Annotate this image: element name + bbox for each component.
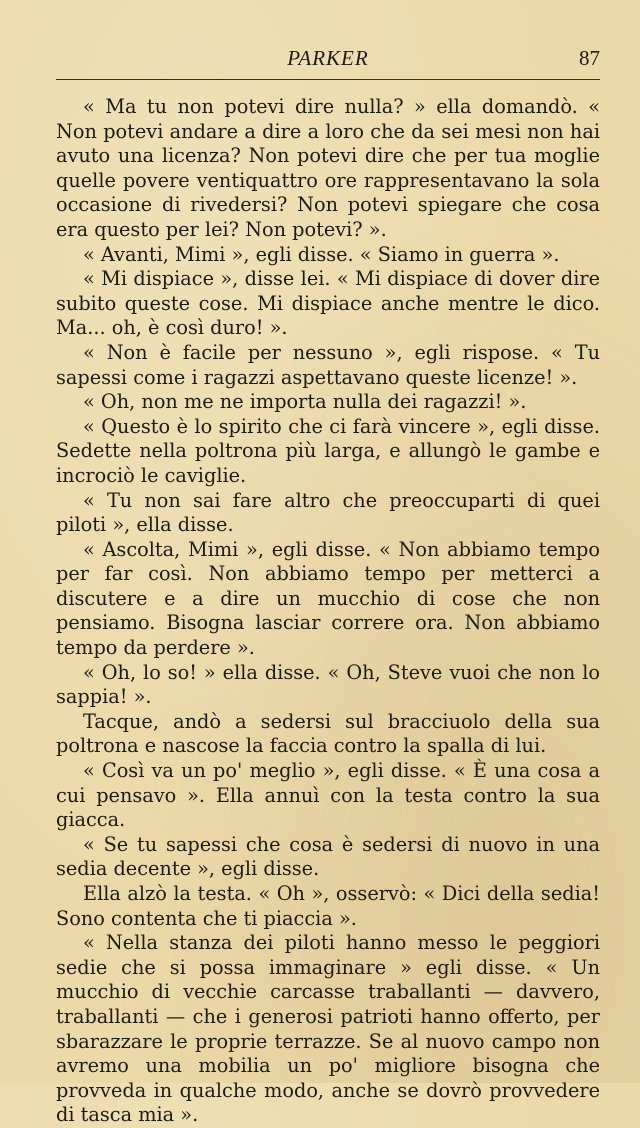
paragraph: « Ascolta, Mimi », egli disse. « Non abbiamo tempo per far così. Non abbiamo tempo per metterci a discutere e a dire un mucchio di cose che non pensiamo. Bisogna lasciar correre ora. Non abbiamo tempo da perdere ». bbox=[56, 537, 600, 660]
page-number: 87 bbox=[579, 46, 600, 70]
paragraph: « Avanti, Mimi », egli disse. « Siamo in guerra ». bbox=[83, 242, 560, 266]
running-title: PARKER bbox=[287, 46, 369, 70]
page-header bbox=[56, 44, 600, 80]
paragraph: « Mi dispiace », disse lei. « Mi dispiace di dover dire subito queste cose. Mi dispiace anche mentre le dico. Ma... oh, è così duro! ». bbox=[56, 267, 600, 340]
paragraph: « Nella stanza dei piloti hanno messo le peggiori sedie che si possa immaginare » egli disse. « Un mucchio di vecchie carcasse traballanti — davvero, traballanti — che i generosi patrioti hanno offerto, per sbarazzare le proprie terrazze. Se al nuovo campo non avremo una mobilia un po' migliore bisogna che provveda in qualche modo, anche se dovrò provvedere di tasca mia ». bbox=[56, 931, 600, 1127]
paragraph: « Oh, non me ne importa nulla dei ragazzi! ». bbox=[83, 390, 527, 414]
paragraph: « Così va un po' meglio », egli disse. « È una cosa a cui pensavo ». Ella annuì con la testa contro la sua giacca. bbox=[56, 759, 600, 832]
paragraph: « Se tu sapessi che cosa è sedersi di nuovo in una sedia decente », egli disse. bbox=[56, 832, 600, 881]
paragraph: « Non è facile per nessuno », egli rispose. « Tu sapessi come i ragazzi aspettavano queste licenze! ». bbox=[56, 340, 600, 389]
body-text bbox=[56, 95, 600, 1128]
paragraph: « Ma tu non potevi dire nulla? » ella domandò. « Non potevi andare a dire a loro che da sei mesi non hai avuto una licenza? Non potevi dire che per tua moglie quelle povere ventiquattro ore rappresentavano la sola occasione di rivedersi? Non potevi spiegare che cosa era questo per lei? Non potevi? ». bbox=[56, 95, 600, 241]
paragraph: Ella alzò la testa. « Oh », osservò: « Dici della sedia! Sono contenta che ti piaccia ». bbox=[56, 882, 600, 930]
header-rule bbox=[56, 79, 600, 80]
paragraph: « Tu non sai fare altro che preoccuparti di quei piloti », ella disse. bbox=[56, 488, 600, 537]
paragraph: « Questo è lo spirito che ci farà vincere », egli disse. Sedette nella poltrona più larga, e allungò le gambe e incrociò le caviglie. bbox=[56, 414, 600, 487]
paragraph: Tacque, andò a sedersi sul bracciuolo della sua poltrona e nascose la faccia contro la spalla di lui. bbox=[56, 709, 600, 758]
paragraph: « Oh, lo so! » ella disse. « Oh, Steve vuoi che non lo sappia! ». bbox=[56, 660, 600, 709]
